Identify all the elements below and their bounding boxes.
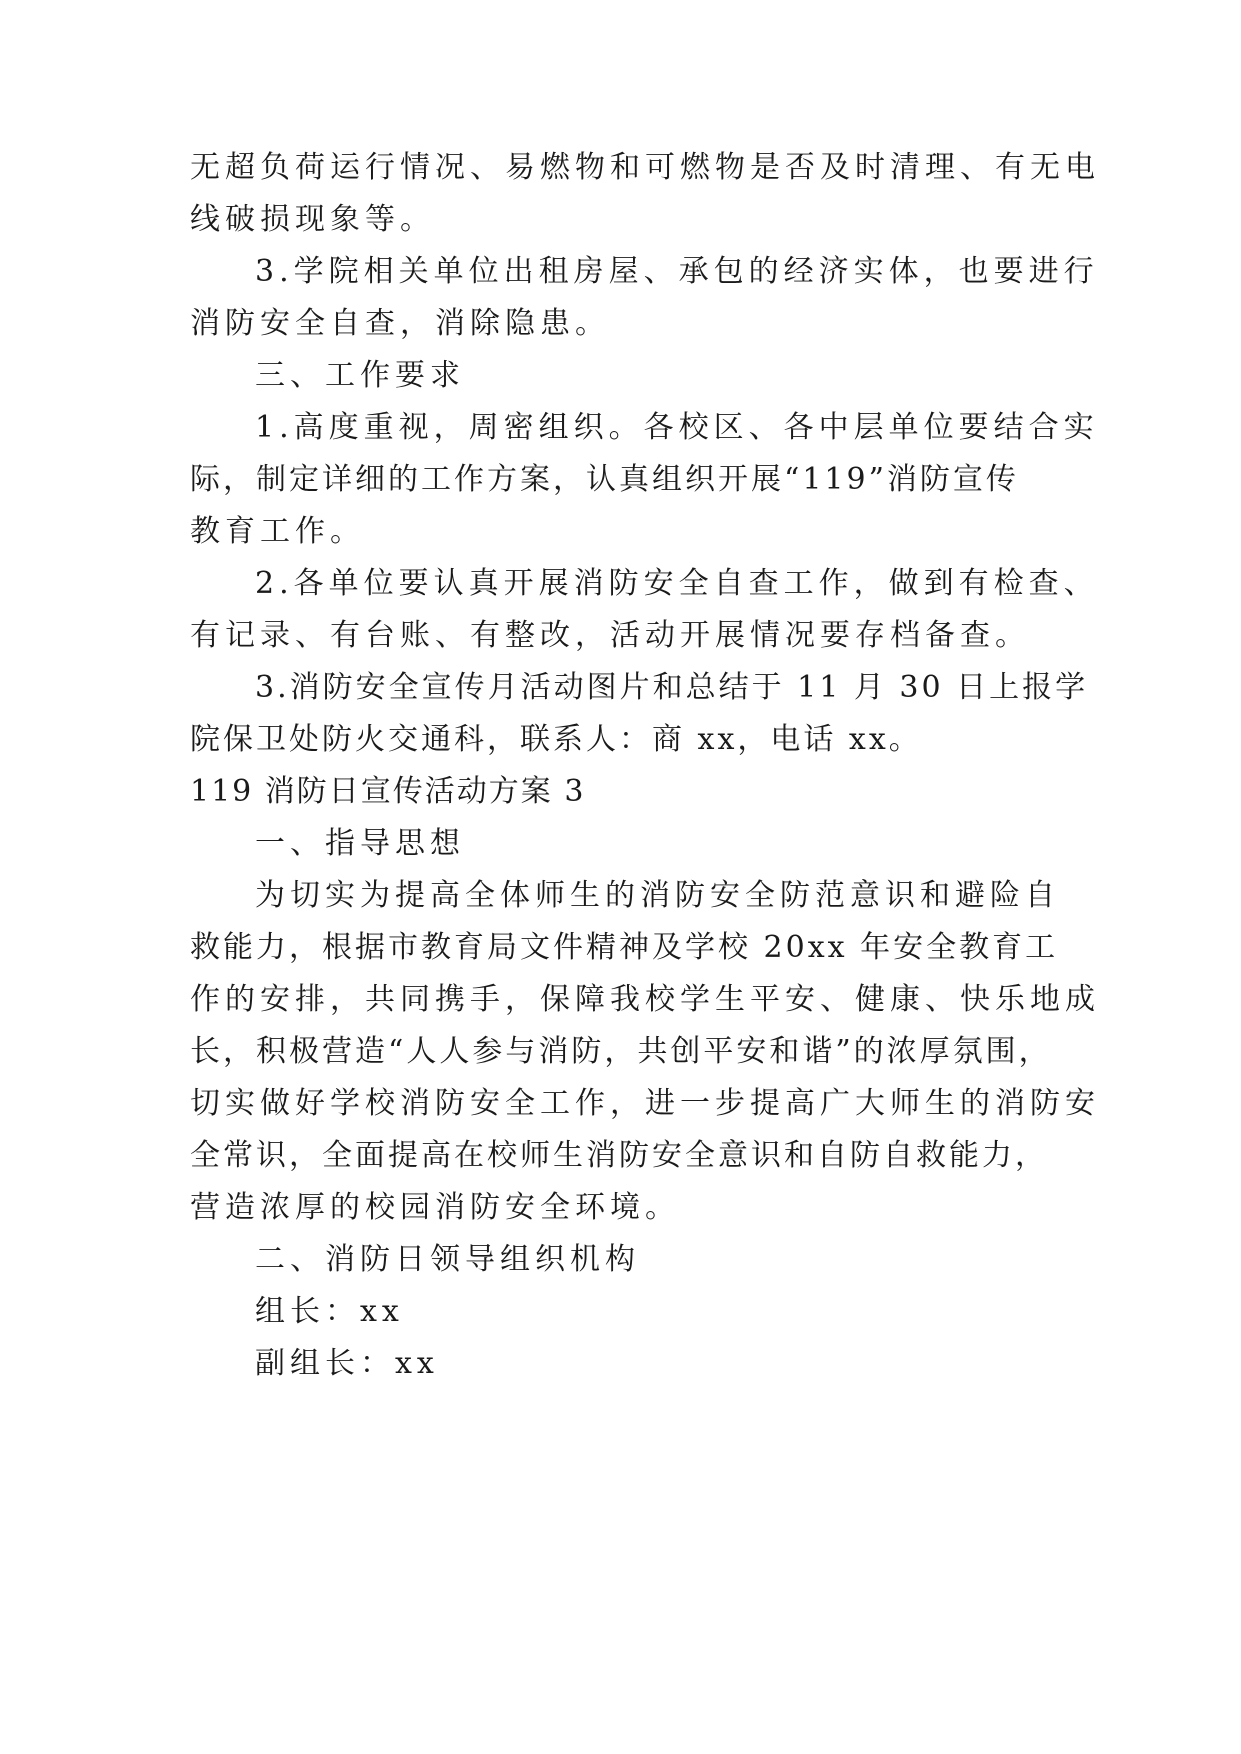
text-line: 救能力，根据市教育局文件精神及学校 20xx 年安全教育工 bbox=[190, 930, 1059, 965]
text-line: 际，制定详细的工作方案，认真组织开展“119”消防宣传 bbox=[190, 462, 1019, 497]
text-line: 消防安全自查，消除隐患。 bbox=[190, 306, 610, 341]
text-line: 1.高度重视，周密组织。各校区、各中层单位要结合实 bbox=[255, 410, 1099, 445]
section-heading: 三、工作要求 bbox=[255, 358, 465, 393]
text-line: 长，积极营造“人人参与消防，共创平安和谐”的浓厚氛围， bbox=[190, 1034, 1052, 1069]
text-line: 营造浓厚的校园消防安全环境。 bbox=[190, 1190, 680, 1225]
text-line: 2.各单位要认真开展消防安全自查工作，做到有检查、 bbox=[255, 566, 1099, 601]
text-line: 为切实为提高全体师生的消防安全防范意识和避险自 bbox=[255, 878, 1060, 913]
text-line: 有记录、有台账、有整改，活动开展情况要存档备查。 bbox=[190, 618, 1030, 653]
text-line: 副组长：xx bbox=[255, 1346, 439, 1381]
text-line: 3.学院相关单位出租房屋、承包的经济实体，也要进行 bbox=[255, 254, 1099, 289]
section-heading: 一、指导思想 bbox=[255, 826, 465, 861]
document-title: 119 消防日宣传活动方案 3 bbox=[190, 774, 586, 809]
text-line: 院保卫处防火交通科，联系人：商 xx，电话 xx。 bbox=[190, 722, 922, 757]
text-line: 教育工作。 bbox=[190, 514, 365, 549]
text-line: 线破损现象等。 bbox=[190, 202, 435, 237]
text-line: 组长：xx bbox=[255, 1294, 404, 1329]
section-heading: 二、消防日领导组织机构 bbox=[255, 1242, 640, 1277]
text-line: 无超负荷运行情况、易燃物和可燃物是否及时清理、有无电 bbox=[190, 150, 1100, 185]
text-line: 切实做好学校消防安全工作，进一步提高广大师生的消防安 bbox=[190, 1086, 1100, 1121]
text-line: 作的安排，共同携手，保障我校学生平安、健康、快乐地成 bbox=[190, 982, 1100, 1017]
text-line: 全常识，全面提高在校师生消防安全意识和自防自救能力， bbox=[190, 1138, 1048, 1173]
text-line: 3.消防安全宣传月活动图片和总结于 11 月 30 日上报学 bbox=[255, 670, 1089, 705]
